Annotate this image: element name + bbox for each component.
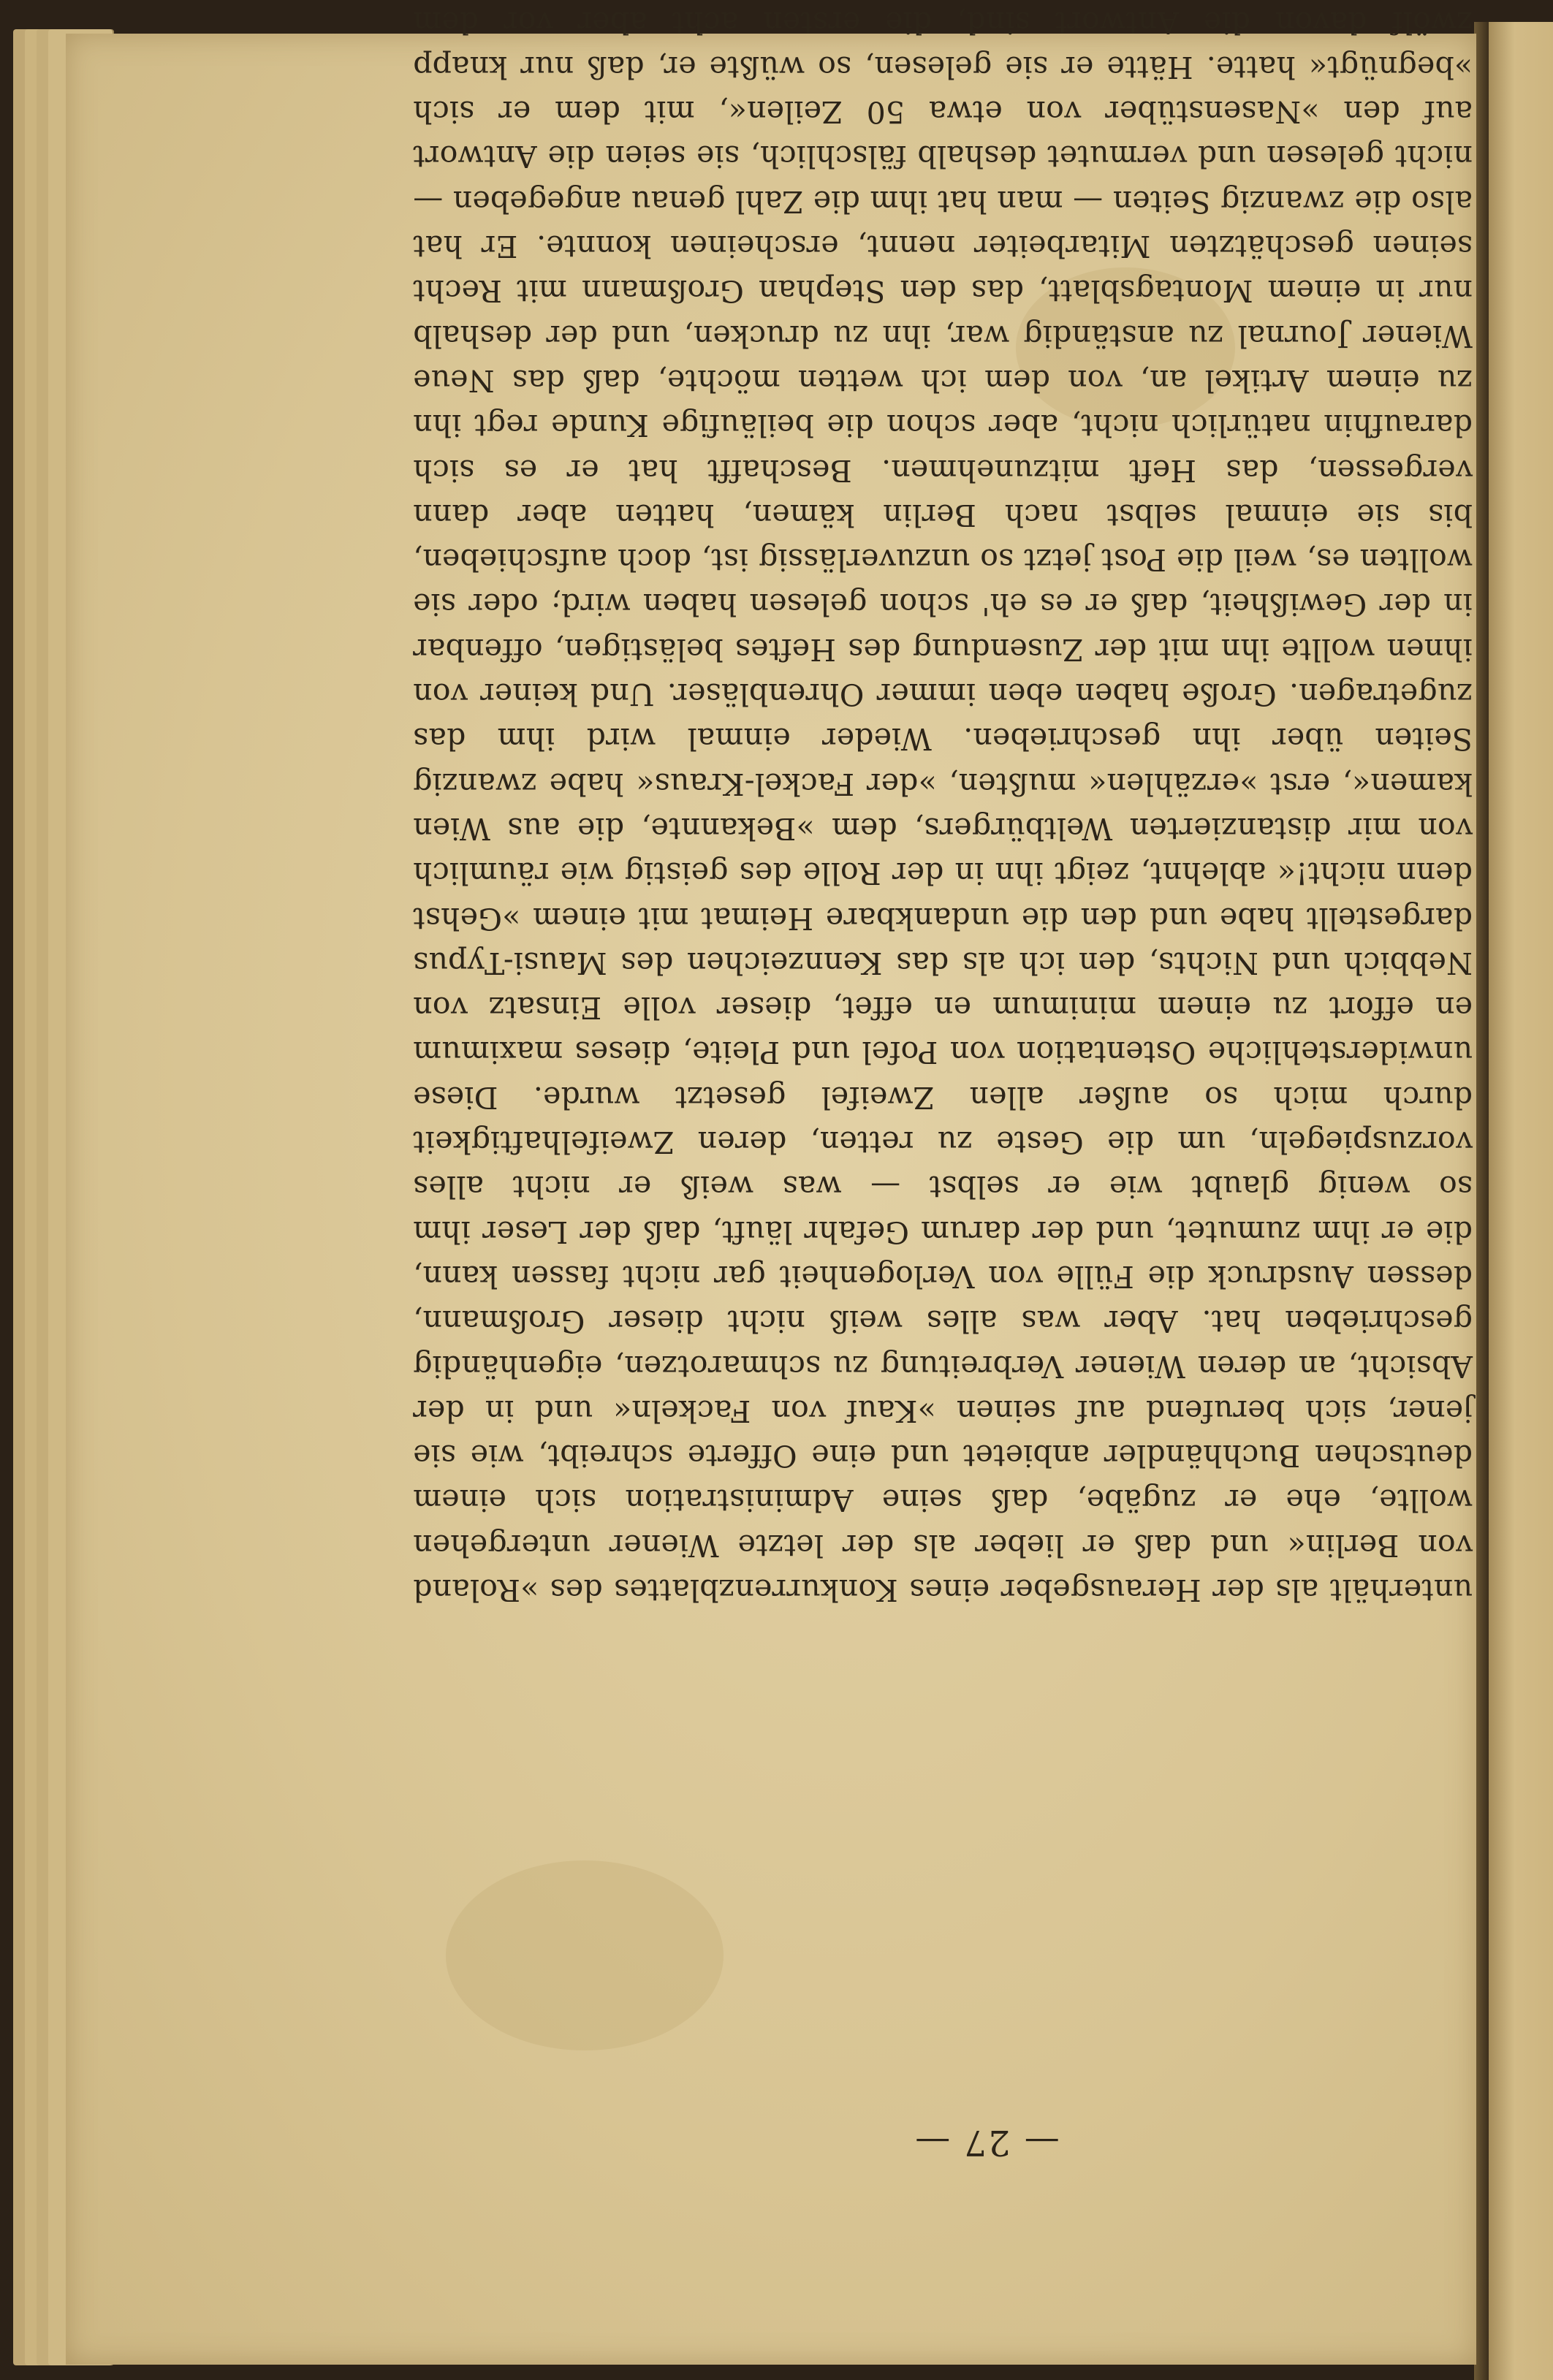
book-page xyxy=(66,4,1476,2365)
text-block xyxy=(413,0,1473,1612)
body-text: unterhält als der Herausgeber eines Konkurrenzblattes des »Roland von Berlin« und daß er lieber als der letzte Wiener untergehen wollte, ehe er zugäbe, daß seine Administration sich einem deutschen Buchhändler anbietet und eine Offerte schreibt, wie sie jener, sich berufend auf seinen »Kauf von Fackeln« und in der Absicht, an deren Wiener Verbreitung zu schmarotzen, eigenhändig geschrieben hat. Aber was alles weiß nicht dieser Großmann, dessen Ausdruck die Fülle von Verlogenheit gar nicht fassen kann, die er ihm zumutet, und der darum Gefahr läuft, daß der Leser ihm so wenig glaubt wie er selbst — was weiß er nicht alles vorzuspiegeln, um die Geste zu retten, deren Zweifelhaftigkeit durch mich so außer allen Zweifel gesetzt wurde. Diese unwiderstehliche Ostentation von Pofel und Pleite, dieses maximum en effort zu einem minimum en effet, dieser volle Einsatz von Nebbich und Nichts, den ich als das Kennzeichen des Mausi-Typus dargestellt habe und den die undankbare Heimat mit einem »Gehst denn nicht!« ablehnt, zeigt ihn in der Rolle des geistig wie räumlich von mir distanzierten Weltbürgers, dem »Bekannte, die aus Wien kamen«, erst »erzählen« mußten, »der Fackel-Kraus« habe zwanzig Seiten über ihn geschrieben. Wieder einmal wird ihm das zugetragen. Große haben eben immer Ohrenbläser. Und keiner von ihnen wollte ihn mit der Zusendung des Heftes belästigen, offenbar in der Gewißheit, daß er es eh' schon gelesen haben wird; oder sie wollten es, weil die Post jetzt so unzuverlässig ist, doch aufschieben, bis sie einmal selbst nach Berlin kämen, hatten aber dann vergessen, das Heft mitzunehmen. Beschafft hat er es sich daraufhin natürlich nicht, aber schon die beiläufige Kunde regt ihn zu einem Artikel an, von dem ich wetten möchte, daß das Neue Wiener Journal zu anständig war, ihn zu drucken, und der deshalb nur in einem Montagsblatt, das den Stephan Großmann mit Recht seinen geschätzten Mitarbeiter nennt, erscheinen konnte. Er hat also die zwanzig Seiten — man hat ihm die Zahl genau angegeben — nicht gelesen und vermutet deshalb fälschlich, sie seien die Antwort auf den »Nasenstüber von etwa 50 Zeilen«, mit dem er sich »begnügt« hatte. Hätte er sie gelesen, so wüßte er, daß nur knapp zwölf davon die Antwort sind, die ersten acht aber vor dem xyxy=(413,4,1473,1608)
page-number: — 27 — xyxy=(914,2122,1060,2163)
facing-page-edge xyxy=(1489,22,1553,2380)
book-gutter xyxy=(1474,22,1489,2380)
paper-stain xyxy=(446,1860,724,2050)
